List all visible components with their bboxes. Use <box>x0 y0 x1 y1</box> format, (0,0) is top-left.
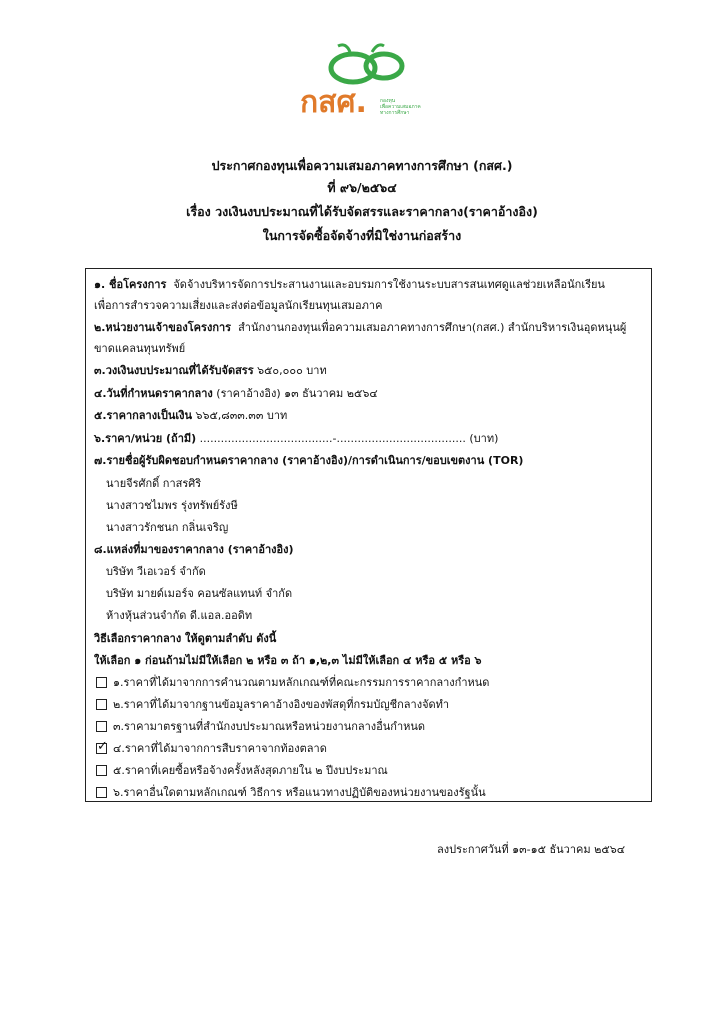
announce-date: ลงประกาศวันที่ ๑๓-๑๕ ธันวาคม ๒๕๖๔ <box>437 843 626 856</box>
agency-value: สำนักงานกองทุนเพื่อความเสมอภาคทางการศึกษา(กสศ.) สำนักบริหารเงินอุดหนุนผู้ <box>238 321 627 334</box>
agency-value-cont: ขาดแคลนทุนทรัพย์ <box>94 342 186 355</box>
median-row <box>94 408 287 424</box>
option-row-1 <box>96 675 489 691</box>
budget-row <box>94 363 327 379</box>
option-row-4 <box>96 741 327 757</box>
announcement-subject: เรื่อง วงเงินงบประมาณที่ได้รับจัดสรรและราคากลาง(ราคาอ้างอิง) <box>186 204 538 219</box>
svg-text:กองทุน: กองทุน <box>380 98 396 104</box>
svg-text:กสศ.: กสศ. <box>300 85 367 120</box>
option-row-6 <box>96 785 486 801</box>
option-row-2 <box>96 697 449 713</box>
committee-member: นางสาวรักชนก กลิ่นเจริญ <box>106 521 229 534</box>
source-item: ห้างหุ้นส่วนจำกัด ดี.แอล.ออดิท <box>106 609 253 622</box>
committee-member: นายจีรศักดิ์ กาสรศิริ <box>106 477 202 490</box>
checkbox-option-2[interactable] <box>96 699 107 710</box>
svg-text:เพื่อความเสมอภาค: เพื่อความเสมอภาค <box>380 104 421 110</box>
option-label: ๓.ราคามาตรฐานที่สำนักงบประมาณหรือหน่วยงานกลางอื่นกำหนด <box>113 720 426 733</box>
ksk-logo <box>298 40 428 124</box>
unit-label: ๖.ราคา/หน่วย (ถ้ามี) <box>94 432 197 445</box>
announcement-subject-2: ในการจัดซื้อจัดจ้างที่มิใช่งานก่อสร้าง <box>262 228 462 243</box>
checkbox-option-6[interactable] <box>96 787 107 798</box>
option-label: ๑.ราคาที่ได้มาจากการคำนวณตามหลักเกณฑ์ที่คณะกรรมการราคากลางกำหนด <box>113 676 490 689</box>
source-item: บริษัท มายด์เมอร์จ คอนซัลแทนท์ จำกัด <box>106 587 293 600</box>
check-icon: ✓ <box>97 739 108 754</box>
committee-label: ๗.รายชื่อผู้รับผิดชอบกำหนดราคากลาง (ราคาอ้างอิง)/การดำเนินการ/ขอบเขตงาน (TOR) <box>94 454 524 467</box>
option-label: ๕.ราคาที่เคยซื้อหรือจ้างครั้งหลังสุดภายใน ๒ ปีงบประมาณ <box>113 764 388 777</box>
checkbox-option-5[interactable] <box>96 765 107 776</box>
checkbox-option-4[interactable] <box>96 739 108 754</box>
option-row-5 <box>96 763 388 779</box>
source-item: บริษัท วีเอเวอร์ จำกัด <box>106 565 206 578</box>
project-value-cont: เพื่อการสำรวจความเสี่ยงและส่งต่อข้อมูลนักเรียนทุนเสมอภาค <box>94 299 383 312</box>
option-label: ๒.ราคาที่ได้มาจากฐานข้อมูลราคาอ้างอิงของพัสดุที่กรมบัญชีกลางจัดทำ <box>113 698 450 711</box>
median-value: ๖๖๕,๘๓๓.๓๓ บาท <box>195 409 288 422</box>
checkbox-option-1[interactable] <box>96 677 107 688</box>
checkbox-option-3[interactable] <box>96 721 107 732</box>
project-label: ๑. ชื่อโครงการ <box>94 278 167 291</box>
budget-label: ๓.วงเงินงบประมาณที่ได้รับจัดสรร <box>94 364 254 377</box>
date-row <box>94 386 378 402</box>
method-rule: ให้เลือก ๑ ก่อนถ้ามไม่มีให้เลือก ๒ หรือ ๓ ถ้า ๑,๒,๓ ไม่มีให้เลือก ๔ หรือ ๕ หรือ ๖ <box>94 654 482 667</box>
option-row-3 <box>96 719 425 735</box>
project-value: จัดจ้างบริหารจัดการประสานงานและอบรมการใช้งานระบบสารสนเทศดูแลช่วยเหลือนักเรียน <box>173 278 605 291</box>
sources-label: ๘.แหล่งที่มาของราคากลาง (ราคาอ้างอิง) <box>94 543 294 556</box>
budget-value: ๖๕๐,๐๐๐ บาท <box>257 364 327 377</box>
date-label: ๔.วันที่กำหนดราคากลาง <box>94 387 213 400</box>
date-value: (ราคาอ้างอิง) ๑๓ ธันวาคม ๒๕๖๔ <box>216 387 378 400</box>
median-label: ๕.ราคากลางเป็นเงิน <box>94 409 192 422</box>
svg-text:ทางการศึกษา: ทางการศึกษา <box>380 110 410 116</box>
option-label: ๖.ราคาอื่นใดตามหลักเกณฑ์ วิธีการ หรือแนวทางปฏิบัติของหน่วยงานของรัฐนั้น <box>113 786 486 799</box>
option-label: ๔.ราคาที่ได้มาจากการสืบราคาจากท้องตลาด <box>113 742 327 755</box>
unit-value: ......................................-..................................... (บาท) <box>199 432 499 445</box>
method-label: วิธีเลือกราคากลาง ให้ดูตามลำดับ ดังนี้ <box>94 632 277 645</box>
agency-row <box>94 320 626 336</box>
project-row <box>94 277 605 293</box>
agency-label: ๒.หน่วยงานเจ้าของโครงการ <box>94 321 232 334</box>
announcement-title: ประกาศกองทุนเพื่อความเสมอภาคทางการศึกษา (กสศ.) <box>211 158 513 173</box>
committee-member: นางสาวชไมพร รุ่งทรัพย์รังษี <box>106 499 238 512</box>
logo-graphic <box>298 40 428 124</box>
unit-row <box>94 431 498 447</box>
announcement-number: ที่ ๙๖/๒๕๖๔ <box>327 180 397 195</box>
